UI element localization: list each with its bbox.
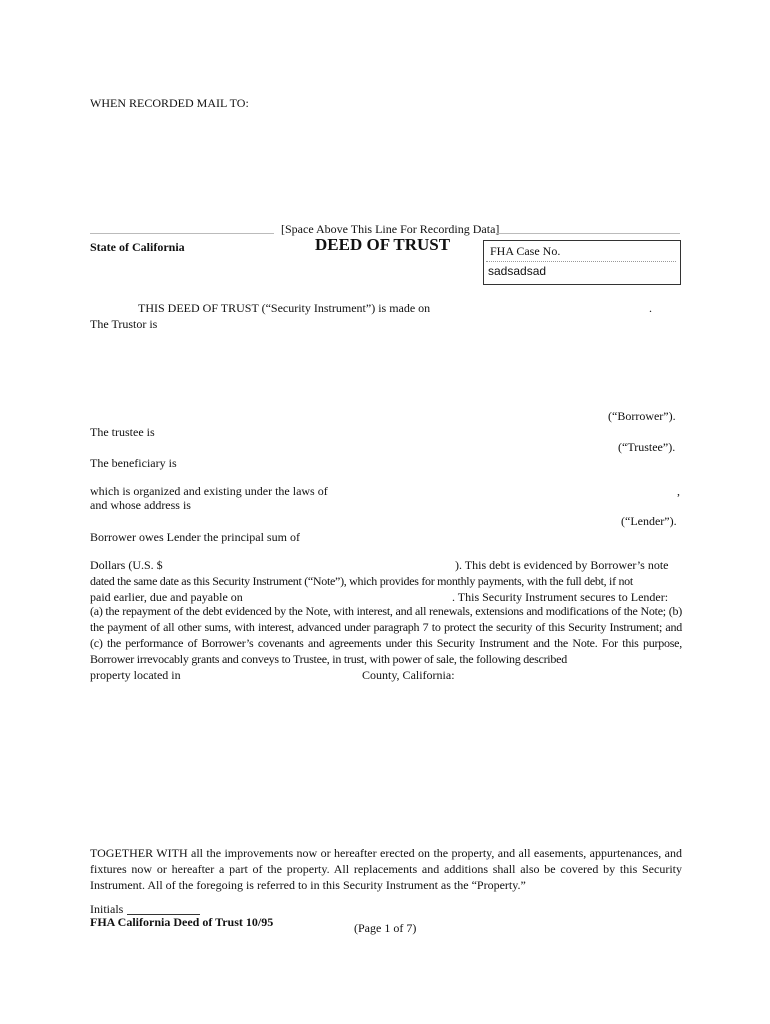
- principal-sum-field[interactable]: [318, 529, 684, 546]
- made-on-date-field[interactable]: [448, 300, 648, 317]
- initials-field[interactable]: [127, 899, 204, 916]
- trustee-field[interactable]: [170, 424, 594, 441]
- beneficiary-label: The beneficiary is: [90, 456, 177, 470]
- document-title: DEED OF TRUST: [315, 235, 451, 254]
- trustee-label: The trustee is: [90, 425, 155, 439]
- page-number: (Page 1 of 7): [354, 921, 417, 935]
- trustor-label: The Trustor is: [90, 317, 158, 331]
- borrower-label: (“Borrower”).: [608, 409, 676, 423]
- dollars-label: Dollars (U.S. $: [90, 558, 163, 572]
- note-terms-text: dated the same date as this Security Instrument (“Note”), which provides for monthly payments, with the full debt, if not: [90, 574, 633, 588]
- fha-case-label: FHA Case No.: [490, 244, 561, 258]
- recorded-mail-to-field[interactable]: [90, 114, 394, 218]
- property-located-text: property located in: [90, 668, 181, 682]
- made-on-period: .: [649, 301, 652, 315]
- debt-evidenced-text: ). This debt is evidenced by Borrower’s note: [455, 558, 669, 572]
- principal-sum-text: Borrower owes Lender the principal sum of: [90, 530, 300, 544]
- together-with-paragraph: TOGETHER WITH all the improvements now or hereafter erected on the property, and all easements, appurtenances, and fixtures now or hereafter a part of the property. All replacements and additions shall also be covered by this Security Instrument. All of the foregoing is referred to in this Security Instrument as the “Property.”: [90, 846, 682, 892]
- fha-case-box: [483, 240, 681, 285]
- repayment-paragraph: (a) the repayment of the debt evidenced by the Note, with interest, and all renewals, extensions and modifications of the Note; (b) the payment of all other sums, with interest, advanced under paragraph 7 to protect the security of this Security Instrument; and (c) the performance of Borrower’s covenants and agreements under this Security Instrument and the Note. For this purpose, Borrower irrevocably grants and conveys to Trustee, in trust, with power of sale, the following described: [90, 604, 682, 666]
- lender-label: (“Lender”).: [621, 514, 677, 528]
- fha-case-number-input[interactable]: [486, 261, 676, 279]
- trustee-suffix: (“Trustee”).: [618, 440, 676, 454]
- address-field[interactable]: [200, 497, 684, 514]
- initials-label: Initials: [90, 902, 124, 916]
- space-above-line-label: [Space Above This Line For Recording Data]: [281, 222, 500, 236]
- beneficiary-field[interactable]: [190, 455, 684, 472]
- address-label: and whose address is: [90, 498, 191, 512]
- recorded-mail-to-label: WHEN RECORDED MAIL TO:: [90, 96, 249, 110]
- organized-comma: ,: [677, 484, 680, 498]
- recording-divider-right: [496, 233, 680, 234]
- property-description-field[interactable]: [90, 690, 684, 834]
- organized-text: which is organized and existing under the laws of: [90, 484, 328, 498]
- trustor-field[interactable]: [170, 316, 684, 410]
- county-field[interactable]: [190, 667, 362, 684]
- dollar-amount-field[interactable]: [190, 557, 456, 574]
- form-name: FHA California Deed of Trust 10/95: [90, 915, 274, 929]
- recording-divider-left: [90, 233, 274, 234]
- made-on-text: THIS DEED OF TRUST (“Security Instrument”) is made on: [138, 301, 431, 315]
- paid-earlier-text: paid earlier, due and payable on: [90, 590, 243, 604]
- state-label: State of California: [90, 240, 185, 254]
- secures-text: . This Security Instrument secures to Lender:: [452, 590, 669, 604]
- county-california-text: County, California:: [362, 668, 455, 682]
